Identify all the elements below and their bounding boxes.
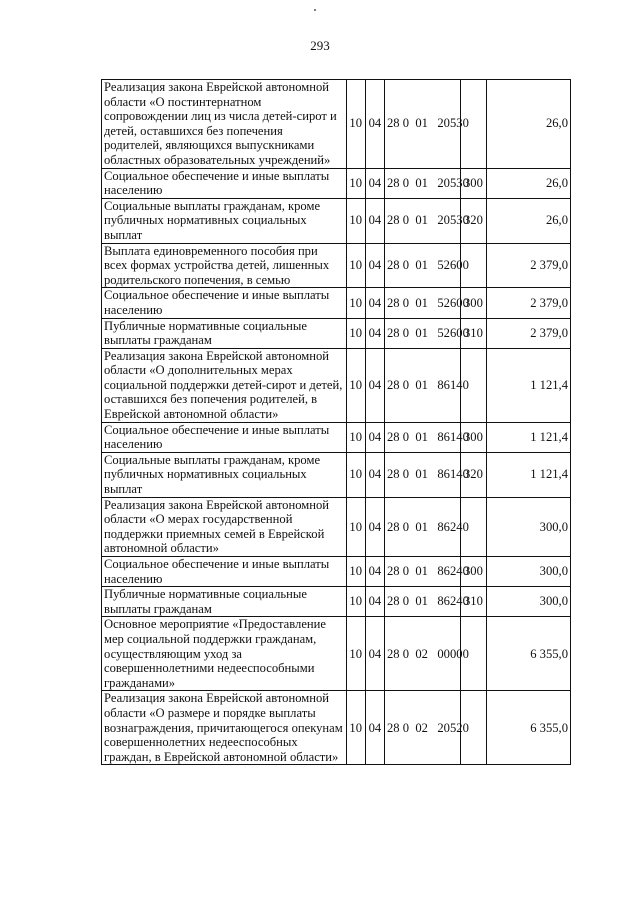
row-target-article: 28 0 01 86140 <box>385 348 461 422</box>
row-expense-type: 320 <box>460 198 486 243</box>
budget-table <box>101 79 571 765</box>
row-section: 10 <box>346 168 365 198</box>
row-name: Выплата единовременного пособия при всех формах устройства детей, лишенных родительского попечения, в семью <box>102 243 347 288</box>
row-subsection: 04 <box>365 198 384 243</box>
table-row <box>102 168 571 198</box>
row-section: 10 <box>346 80 365 169</box>
row-subsection: 04 <box>365 422 384 452</box>
row-name: Публичные нормативные социальные выплаты гражданам <box>102 587 347 617</box>
row-name: Социальное обеспечение и иные выплаты населению <box>102 168 347 198</box>
row-name: Социальные выплаты гражданам, кроме публичных нормативных социальных выплат <box>102 198 347 243</box>
row-section: 10 <box>346 691 365 765</box>
table-row <box>102 691 571 765</box>
row-amount: 26,0 <box>487 198 571 243</box>
row-section: 10 <box>346 557 365 587</box>
table-row <box>102 497 571 556</box>
row-target-article: 28 0 01 86140 <box>385 422 461 452</box>
row-subsection: 04 <box>365 557 384 587</box>
row-expense-type: 300 <box>460 557 486 587</box>
row-name: Социальное обеспечение и иные выплаты населению <box>102 557 347 587</box>
row-subsection: 04 <box>365 80 384 169</box>
row-subsection: 04 <box>365 691 384 765</box>
row-target-article: 28 0 01 86140 <box>385 452 461 497</box>
row-amount: 1 121,4 <box>487 452 571 497</box>
row-name: Реализация закона Еврейской автономной области «О мерах государственной поддержки приемных семей в Еврейской автономной области» <box>102 497 347 556</box>
row-subsection: 04 <box>365 348 384 422</box>
row-amount: 1 121,4 <box>487 348 571 422</box>
row-subsection: 04 <box>365 243 384 288</box>
table-row <box>102 243 571 288</box>
row-section: 10 <box>346 318 365 348</box>
row-name: Социальное обеспечение и иные выплаты населению <box>102 288 347 318</box>
row-section: 10 <box>346 288 365 318</box>
row-section: 10 <box>346 587 365 617</box>
row-expense-type: 300 <box>460 288 486 318</box>
row-name: Социальное обеспечение и иные выплаты населению <box>102 422 347 452</box>
row-amount: 2 379,0 <box>487 243 571 288</box>
row-target-article: 28 0 02 20520 <box>385 691 461 765</box>
table-row <box>102 557 571 587</box>
row-expense-type: 300 <box>460 168 486 198</box>
table-row <box>102 587 571 617</box>
row-target-article: 28 0 01 86240 <box>385 587 461 617</box>
row-target-article: 28 0 01 20530 <box>385 168 461 198</box>
row-amount: 1 121,4 <box>487 422 571 452</box>
row-subsection: 04 <box>365 288 384 318</box>
row-expense-type: 310 <box>460 318 486 348</box>
row-section: 10 <box>346 497 365 556</box>
page-number: 293 <box>310 38 330 53</box>
table-row <box>102 617 571 691</box>
row-section: 10 <box>346 198 365 243</box>
row-amount: 6 355,0 <box>487 691 571 765</box>
row-name: Основное мероприятие «Предоставление мер социальной поддержки гражданам, осуществляющим уход за совершеннолетними недееспособными гражданами» <box>102 617 347 691</box>
row-expense-type: 310 <box>460 587 486 617</box>
row-amount: 2 379,0 <box>487 318 571 348</box>
row-amount: 26,0 <box>487 80 571 169</box>
row-subsection: 04 <box>365 452 384 497</box>
table-row <box>102 422 571 452</box>
row-expense-type: 320 <box>460 452 486 497</box>
row-subsection: 04 <box>365 497 384 556</box>
row-target-article: 28 0 01 86240 <box>385 497 461 556</box>
row-section: 10 <box>346 452 365 497</box>
table-row <box>102 80 571 169</box>
row-subsection: 04 <box>365 617 384 691</box>
row-name: Публичные нормативные социальные выплаты гражданам <box>102 318 347 348</box>
row-target-article: 28 0 01 52600 <box>385 318 461 348</box>
row-section: 10 <box>346 243 365 288</box>
row-target-article: 28 0 01 52600 <box>385 288 461 318</box>
row-subsection: 04 <box>365 318 384 348</box>
row-target-article: 28 0 01 20530 <box>385 80 461 169</box>
row-section: 10 <box>346 422 365 452</box>
row-name: Реализация закона Еврейской автономной области «О постинтернатном сопровождении лиц из числа детей-сирот и детей, оставшихся без попечения родителей, являющихся выпускниками областных образовательных учреждений» <box>102 80 347 169</box>
row-subsection: 04 <box>365 168 384 198</box>
row-section: 10 <box>346 348 365 422</box>
table-row <box>102 288 571 318</box>
row-target-article: 28 0 02 00000 <box>385 617 461 691</box>
budget-table-body <box>102 80 571 765</box>
row-amount: 6 355,0 <box>487 617 571 691</box>
row-amount: 300,0 <box>487 587 571 617</box>
row-subsection: 04 <box>365 587 384 617</box>
table-row <box>102 452 571 497</box>
row-name: Реализация закона Еврейской автономной области «О размере и порядке выплаты вознаграждения, причитающегося опекунам совершеннолетних недееспособных граждан, в Еврейской автономной области» <box>102 691 347 765</box>
table-row <box>102 318 571 348</box>
row-amount: 300,0 <box>487 497 571 556</box>
row-target-article: 28 0 01 52600 <box>385 243 461 288</box>
table-row <box>102 198 571 243</box>
row-amount: 2 379,0 <box>487 288 571 318</box>
row-amount: 26,0 <box>487 168 571 198</box>
row-target-article: 28 0 01 20530 <box>385 198 461 243</box>
scan-speck <box>314 9 316 11</box>
table-row <box>102 348 571 422</box>
row-expense-type: 300 <box>460 422 486 452</box>
row-name: Социальные выплаты гражданам, кроме публичных нормативных социальных выплат <box>102 452 347 497</box>
row-amount: 300,0 <box>487 557 571 587</box>
row-name: Реализация закона Еврейской автономной области «О дополнительных мерах социальной поддержки детей-сирот и детей, оставшихся без попечения родителей, в Еврейской автономной области» <box>102 348 347 422</box>
row-target-article: 28 0 01 86240 <box>385 557 461 587</box>
row-section: 10 <box>346 617 365 691</box>
